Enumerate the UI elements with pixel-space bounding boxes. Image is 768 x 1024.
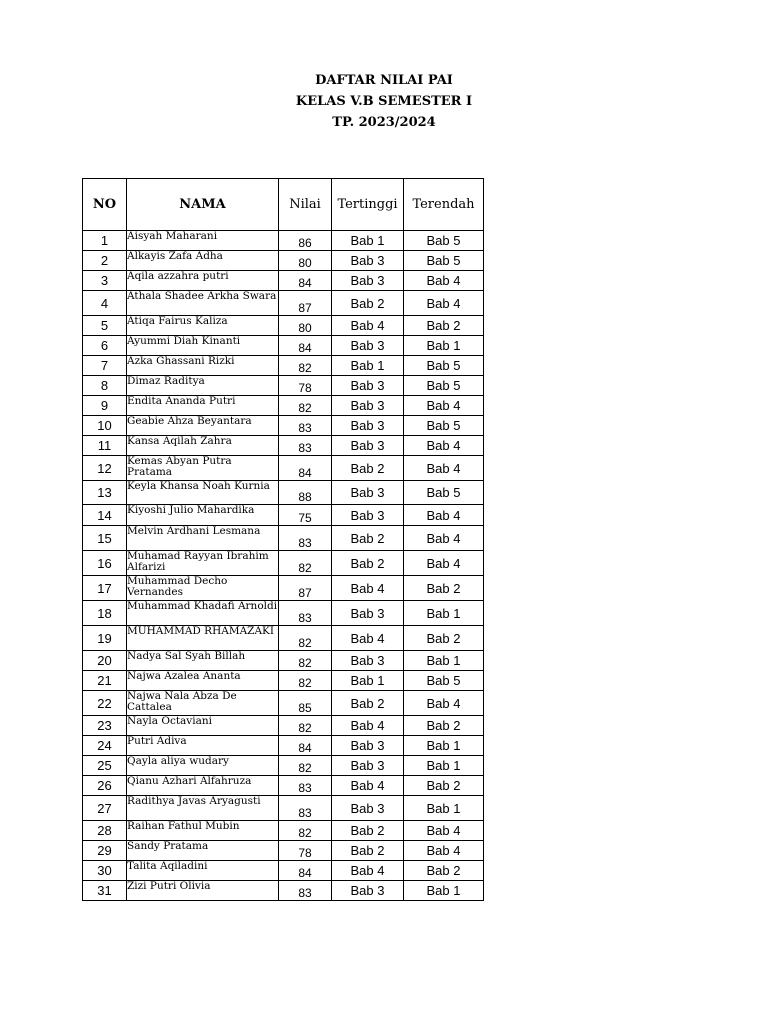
row-terendah: Bab 1 [404,796,484,821]
row-tertinggi: Bab 1 [332,671,404,691]
table-row [83,821,484,841]
row-nilai: 75 [279,505,332,526]
table-row [83,436,484,456]
row-terendah: Bab 5 [404,356,484,376]
row-no: 23 [83,716,127,736]
row-no: 31 [83,881,127,901]
row-no: 2 [83,251,127,271]
row-nilai: 78 [279,841,332,861]
row-nama: Kansa Aqilah Zahra [127,436,279,456]
row-tertinggi: Bab 1 [332,231,404,251]
row-nama: Ayummi Diah Kinanti [127,336,279,356]
row-terendah: Bab 2 [404,861,484,881]
row-nilai: 88 [279,481,332,505]
row-tertinggi: Bab 4 [332,316,404,336]
row-tertinggi: Bab 2 [332,821,404,841]
row-nilai: 82 [279,356,332,376]
row-tertinggi: Bab 3 [332,601,404,626]
table-row [83,526,484,551]
row-nama: Kemas Abyan Putra Pratama [127,456,279,481]
row-nilai: 83 [279,796,332,821]
header-nilai: Nilai [279,179,332,231]
row-nilai: 83 [279,776,332,796]
row-nilai: 82 [279,821,332,841]
table-row [83,316,484,336]
row-nama: Melvin Ardhani Lesmana [127,526,279,551]
row-no: 3 [83,271,127,291]
row-nilai: 86 [279,231,332,251]
row-tertinggi: Bab 3 [332,481,404,505]
row-no: 30 [83,861,127,881]
row-no: 11 [83,436,127,456]
row-nilai: 82 [279,651,332,671]
row-terendah: Bab 4 [404,291,484,316]
table-header-row [83,179,484,231]
table-row [83,271,484,291]
table-row [83,756,484,776]
row-terendah: Bab 4 [404,841,484,861]
row-no: 25 [83,756,127,776]
row-no: 16 [83,551,127,576]
table-row [83,356,484,376]
row-terendah: Bab 1 [404,601,484,626]
row-tertinggi: Bab 3 [332,736,404,756]
academic-year: TP. 2023/2024 [332,115,436,130]
row-nama: Qianu Azhari Alfahruza [127,776,279,796]
row-terendah: Bab 1 [404,881,484,901]
row-nama: Muhammad Khadafi Arnoldi [127,601,279,626]
row-nama: Aisyah Maharani [127,231,279,251]
row-terendah: Bab 1 [404,651,484,671]
row-tertinggi: Bab 3 [332,376,404,396]
class-semester: KELAS V.B SEMESTER I [295,94,473,109]
row-nilai: 80 [279,316,332,336]
table-row [83,716,484,736]
row-nilai: 82 [279,396,332,416]
row-no: 12 [83,456,127,481]
row-nama: Radithya Javas Aryagusti [127,796,279,821]
row-tertinggi: Bab 2 [332,456,404,481]
row-no: 28 [83,821,127,841]
row-tertinggi: Bab 2 [332,691,404,716]
table-row [83,576,484,601]
row-terendah: Bab 4 [404,271,484,291]
row-nilai: 84 [279,456,332,481]
row-nama: Dimaz Raditya [127,376,279,396]
table-row [83,505,484,526]
row-nilai: 83 [279,436,332,456]
row-nama: Nadya Sal Syah Billah [127,651,279,671]
table-row [83,796,484,821]
row-nilai: 84 [279,271,332,291]
row-nama: Muhamad Rayyan Ibrahim Alfarizi [127,551,279,576]
table-row [83,416,484,436]
document-title: DAFTAR NILAI PAI [315,73,453,88]
row-nilai: 82 [279,671,332,691]
row-tertinggi: Bab 1 [332,356,404,376]
row-terendah: Bab 1 [404,336,484,356]
row-tertinggi: Bab 4 [332,576,404,601]
table-row [83,841,484,861]
row-nilai: 80 [279,251,332,271]
row-nama: Kiyoshi Julio Mahardika [127,505,279,526]
row-tertinggi: Bab 3 [332,651,404,671]
row-nilai: 84 [279,336,332,356]
row-tertinggi: Bab 4 [332,776,404,796]
row-nama: MUHAMMAD RHAMAZAKI [127,626,279,651]
row-tertinggi: Bab 3 [332,881,404,901]
row-terendah: Bab 2 [404,626,484,651]
row-tertinggi: Bab 4 [332,861,404,881]
row-terendah: Bab 4 [404,821,484,841]
row-tertinggi: Bab 3 [332,336,404,356]
header-no: NO [83,179,127,231]
row-nama: Geabie Ahza Beyantara [127,416,279,436]
row-terendah: Bab 5 [404,231,484,251]
row-tertinggi: Bab 3 [332,396,404,416]
row-nilai: 82 [279,716,332,736]
table-row [83,376,484,396]
table-row [83,736,484,756]
row-no: 19 [83,626,127,651]
row-terendah: Bab 1 [404,756,484,776]
table-row [83,396,484,416]
row-terendah: Bab 2 [404,576,484,601]
row-terendah: Bab 5 [404,251,484,271]
row-nama: Talita Aqiladini [127,861,279,881]
row-terendah: Bab 4 [404,456,484,481]
row-tertinggi: Bab 2 [332,526,404,551]
table-row [83,231,484,251]
row-terendah: Bab 5 [404,671,484,691]
row-nama: Atiqa Fairus Kaliza [127,316,279,336]
row-nama: Aqila azzahra putri [127,271,279,291]
row-no: 22 [83,691,127,716]
row-terendah: Bab 4 [404,526,484,551]
row-nilai: 83 [279,601,332,626]
row-terendah: Bab 2 [404,776,484,796]
row-no: 24 [83,736,127,756]
row-nama: Nayla Octaviani [127,716,279,736]
row-nama: Keyla Khansa Noah Kurnia [127,481,279,505]
row-no: 15 [83,526,127,551]
row-terendah: Bab 4 [404,551,484,576]
row-no: 8 [83,376,127,396]
table-row [83,336,484,356]
table-row [83,251,484,271]
row-no: 4 [83,291,127,316]
row-nilai: 84 [279,861,332,881]
row-tertinggi: Bab 2 [332,291,404,316]
row-no: 18 [83,601,127,626]
row-nama: Endita Ananda Putri [127,396,279,416]
table-row [83,861,484,881]
grades-table [82,178,484,901]
row-nama: Qayla aliya wudary [127,756,279,776]
row-terendah: Bab 2 [404,716,484,736]
header-nama: NAMA [127,179,279,231]
table-row [83,881,484,901]
row-nilai: 83 [279,881,332,901]
row-nama: Zizi Putri Olivia [127,881,279,901]
row-nilai: 78 [279,376,332,396]
row-nama: Muhammad Decho Vernandes [127,576,279,601]
row-nama: Athala Shadee Arkha Swara [127,291,279,316]
row-no: 29 [83,841,127,861]
row-tertinggi: Bab 3 [332,271,404,291]
row-no: 20 [83,651,127,671]
table-row [83,776,484,796]
row-terendah: Bab 4 [404,505,484,526]
row-tertinggi: Bab 3 [332,796,404,821]
row-terendah: Bab 1 [404,736,484,756]
row-nilai: 82 [279,551,332,576]
table-row [83,456,484,481]
row-tertinggi: Bab 3 [332,505,404,526]
row-nilai: 85 [279,691,332,716]
row-nilai: 83 [279,526,332,551]
row-no: 7 [83,356,127,376]
row-tertinggi: Bab 4 [332,716,404,736]
row-no: 10 [83,416,127,436]
row-no: 9 [83,396,127,416]
header-terendah: Terendah [404,179,484,231]
row-nama: Azka Ghassani Rizki [127,356,279,376]
table-row [83,671,484,691]
header-tertinggi: Tertinggi [332,179,404,231]
row-no: 1 [83,231,127,251]
row-terendah: Bab 2 [404,316,484,336]
row-nilai: 84 [279,736,332,756]
table-row [83,291,484,316]
row-terendah: Bab 5 [404,376,484,396]
row-no: 27 [83,796,127,821]
row-tertinggi: Bab 2 [332,841,404,861]
row-no: 5 [83,316,127,336]
row-terendah: Bab 5 [404,481,484,505]
row-nama: Raihan Fathul Mubin [127,821,279,841]
row-terendah: Bab 4 [404,691,484,716]
row-tertinggi: Bab 3 [332,756,404,776]
row-terendah: Bab 4 [404,396,484,416]
table-body [83,231,484,901]
row-nama: Najwa Azalea Ananta [127,671,279,691]
row-no: 26 [83,776,127,796]
table-row [83,551,484,576]
row-tertinggi: Bab 3 [332,251,404,271]
row-no: 14 [83,505,127,526]
row-no: 17 [83,576,127,601]
row-tertinggi: Bab 2 [332,551,404,576]
row-nama: Najwa Nala Abza De Cattalea [127,691,279,716]
row-no: 13 [83,481,127,505]
row-nilai: 82 [279,756,332,776]
row-tertinggi: Bab 3 [332,416,404,436]
table-row [83,481,484,505]
row-nama: Alkayis Zafa Adha [127,251,279,271]
row-nama: Putri Adiva [127,736,279,756]
row-nama: Sandy Pratama [127,841,279,861]
row-no: 6 [83,336,127,356]
row-terendah: Bab 4 [404,436,484,456]
row-nilai: 87 [279,291,332,316]
row-nilai: 87 [279,576,332,601]
row-terendah: Bab 5 [404,416,484,436]
table-row [83,691,484,716]
table-row [83,601,484,626]
table-row [83,651,484,671]
document-header [0,70,768,133]
row-tertinggi: Bab 4 [332,626,404,651]
table-row [83,626,484,651]
row-tertinggi: Bab 3 [332,436,404,456]
row-nilai: 82 [279,626,332,651]
row-nilai: 83 [279,416,332,436]
row-no: 21 [83,671,127,691]
